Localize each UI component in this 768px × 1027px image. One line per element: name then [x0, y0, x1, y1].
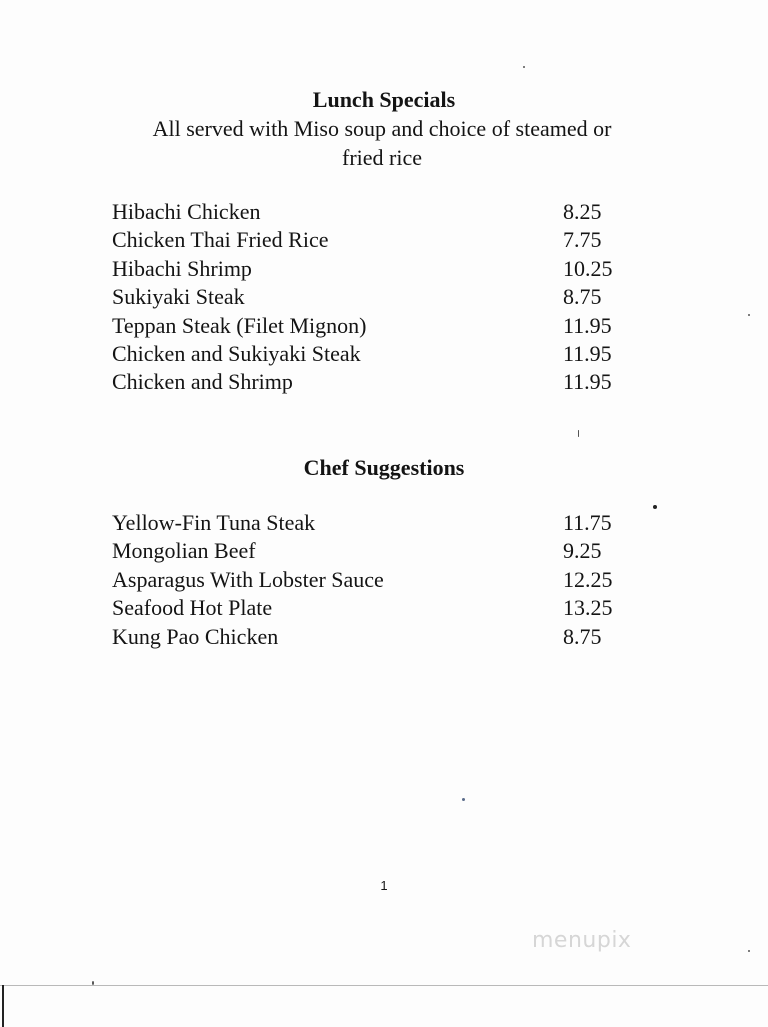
menu-item — [112, 623, 652, 651]
menupix-watermark: menupix — [532, 928, 632, 953]
item-price: 9.25 — [563, 538, 602, 564]
item-price: 13.25 — [563, 595, 613, 621]
menu-item — [112, 255, 652, 283]
menu-item — [112, 283, 652, 311]
scan-speck — [653, 505, 657, 509]
menu-item — [112, 198, 652, 226]
scan-speck — [748, 314, 750, 316]
menu-item — [112, 594, 652, 622]
scan-edge-mark — [2, 985, 4, 1027]
chef-suggestions-list — [112, 509, 652, 651]
menu-item — [112, 368, 652, 396]
item-name: Asparagus With Lobster Sauce — [112, 566, 384, 592]
menu-item — [112, 226, 652, 254]
scan-speck — [748, 950, 750, 952]
item-price: 11.95 — [563, 369, 612, 395]
item-price: 11.75 — [563, 510, 612, 535]
item-price: 11.95 — [563, 312, 612, 338]
item-name: Sukiyaki Steak — [112, 284, 245, 310]
scan-speck — [523, 66, 525, 68]
menu-item — [112, 340, 652, 368]
item-name: Seafood Hot Plate — [112, 595, 273, 621]
item-name: Mongolian Beef — [112, 538, 256, 564]
item-price: 10.25 — [563, 255, 613, 281]
scan-speck — [578, 430, 579, 437]
item-price: 8.25 — [563, 199, 602, 224]
lunch-specials-list — [112, 198, 652, 397]
item-price: 12.25 — [563, 566, 613, 592]
item-price: 11.95 — [563, 340, 612, 366]
menu-item — [112, 312, 652, 340]
item-name: Hibachi Shrimp — [112, 255, 252, 281]
menu-item — [112, 566, 652, 594]
scan-edge-line — [0, 985, 768, 986]
scan-speck — [462, 798, 465, 801]
item-price: 7.75 — [563, 227, 602, 253]
menu-item — [112, 509, 652, 537]
item-name: Teppan Steak (Filet Mignon) — [112, 312, 367, 338]
item-name: Chicken Thai Fried Rice — [112, 227, 329, 253]
item-name: Chicken and Sukiyaki Steak — [112, 340, 361, 366]
item-name: Chicken and Shrimp — [112, 369, 293, 395]
lunch-specials-subtitle-line2: fried rice — [342, 145, 422, 170]
item-name: Hibachi Chicken — [112, 199, 261, 224]
item-price: 8.75 — [563, 623, 602, 649]
page-number: 1 — [380, 878, 388, 893]
menu-item — [112, 537, 652, 565]
lunch-specials-subtitle-line1: All served with Miso soup and choice of steamed or — [152, 116, 612, 141]
item-name: Kung Pao Chicken — [112, 623, 279, 649]
item-price: 8.75 — [563, 284, 602, 310]
lunch-specials-title: Lunch Specials — [312, 87, 456, 112]
item-name: Yellow-Fin Tuna Steak — [112, 510, 316, 535]
chef-suggestions-title: Chef Suggestions — [303, 455, 465, 480]
